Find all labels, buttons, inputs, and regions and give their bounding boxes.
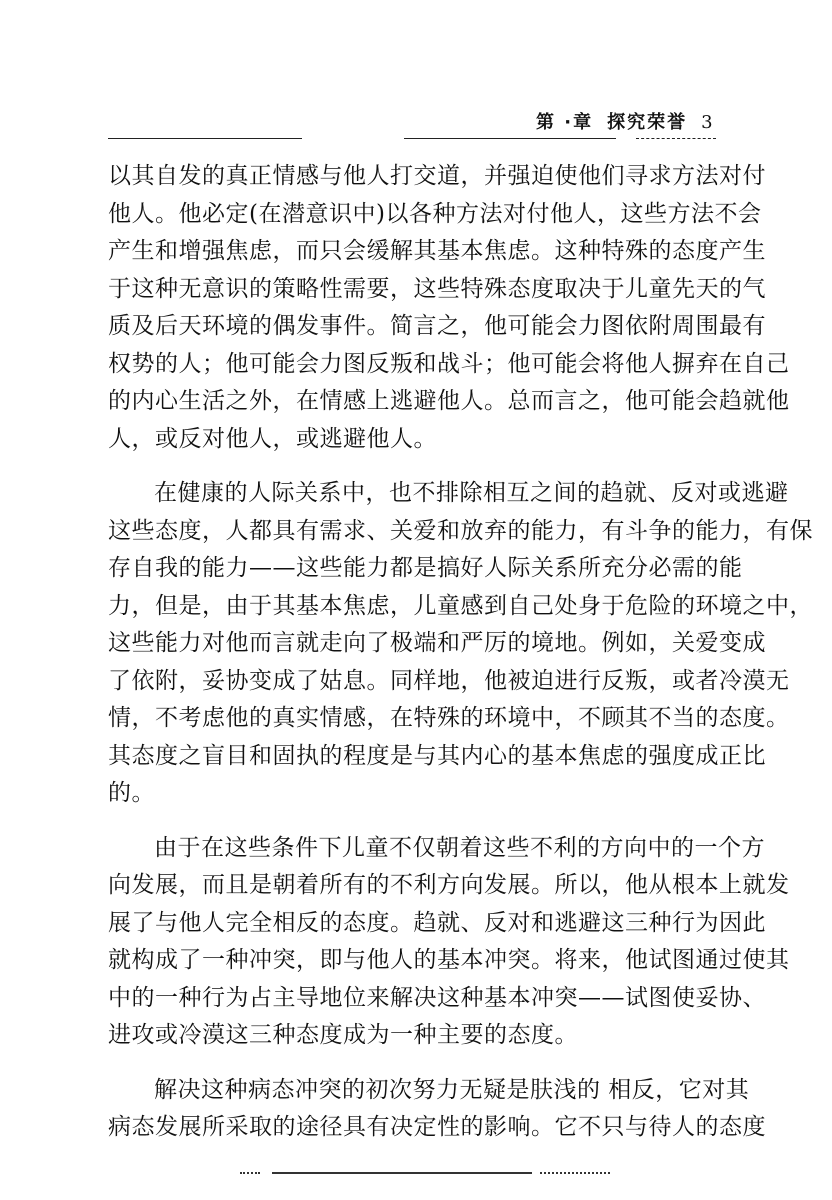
text-line: 权势的人；他可能会力图反叛和战斗；他可能会将他人摒弃在自己	[108, 350, 790, 377]
text-line: 以其自发的真正情感与他人打交道，并强迫使他们寻求方法对付	[108, 163, 766, 189]
text-line: 中的一种行为占主导地位来解决这种基本冲突——试图使妥协、	[108, 984, 766, 1011]
text-line: 人，或反对他人，或逃避他人。	[108, 425, 437, 452]
text-line: 进攻或冷漠这三种态度成为一种主要的态度。	[108, 1022, 578, 1048]
paragraph-first-line: 在健康的人际关系中，也不排除相互之间的趋就、反对或逃避	[154, 480, 789, 506]
text-line: 产生和增强焦虑，而只会缓解其基本焦虑。这种特殊的态度产生	[108, 238, 766, 264]
paragraph-gap	[108, 458, 728, 475]
text-line: 情，不考虑他的真实情感，在特殊的环境中，不顾其不当的态度。	[108, 705, 790, 731]
text-line: 他人。他必定(在潜意识中)以各种方法对付他人，这些方法不会	[108, 200, 762, 227]
paragraph-gap	[108, 813, 728, 830]
running-head	[536, 108, 736, 138]
footer-rule	[240, 1172, 260, 1174]
header-rule	[636, 138, 716, 139]
text-line: 其态度之盲目和固执的程度是与其内心的基本焦虑的强度成正比	[108, 742, 766, 769]
paragraph-first-line: 由于在这些条件下儿童不仅朝着这些不利的方向中的一个方	[154, 834, 765, 861]
text-line: 这些能力对他而言就走向了极端和严厉的境地。例如，关爱变成	[108, 630, 766, 656]
header-rule	[108, 138, 302, 139]
paragraph-first-line: 解决这种病态冲突的初次努力无疑是肤浅的 相反，它对其	[154, 1076, 750, 1103]
page-number: 3	[701, 112, 715, 133]
text-line: 了依附，妥协变成了姑息。同样地，他被迫进行反叛，或者冷漠无	[108, 667, 790, 694]
text-line: 的内心生活之外，在情感上逃避他人。总而言之，他可能会趋就他	[108, 388, 790, 414]
text-line: 力，但是，由于其基本焦虑，儿童感到自己处身于危险的环境之中，	[108, 592, 813, 619]
body-text	[108, 158, 813, 1147]
text-line: 向发展，而且是朝着所有的不利方向发展。所以，他从根本上就发	[108, 872, 790, 898]
chapter-label: 第 ·章	[536, 112, 594, 133]
text-line: 质及后天环境的偶发事件。简言之，他可能会力图依附周围最有	[108, 313, 766, 339]
text-line: 就构成了一种冲突，即与他人的基本冲突。将来，他试图通过使其	[108, 947, 790, 973]
text-line: 的。	[108, 780, 155, 806]
text-line: 于这种无意识的策略性需要，这些特殊态度取决于儿童先天的气	[108, 275, 766, 302]
chapter-title: 探究荣誉	[607, 112, 688, 133]
text-line: 存自我的能力——这些能力都是搞好人际关系所充分必需的能	[108, 555, 743, 581]
footer-rule	[540, 1172, 610, 1174]
header-rule	[404, 138, 616, 139]
paragraph-gap	[108, 1055, 728, 1072]
text-line: 病态发展所采取的途径具有决定性的影响。它不只与待人的态度	[108, 1114, 766, 1140]
text-line: 展了与他人完全相反的态度。趋就、反对和逃避这三种行为因此	[108, 909, 766, 936]
text-line: 这些态度，人都具有需求、关爱和放弃的能力，有斗争的能力，有保	[108, 517, 813, 544]
footer-rule	[272, 1172, 532, 1174]
